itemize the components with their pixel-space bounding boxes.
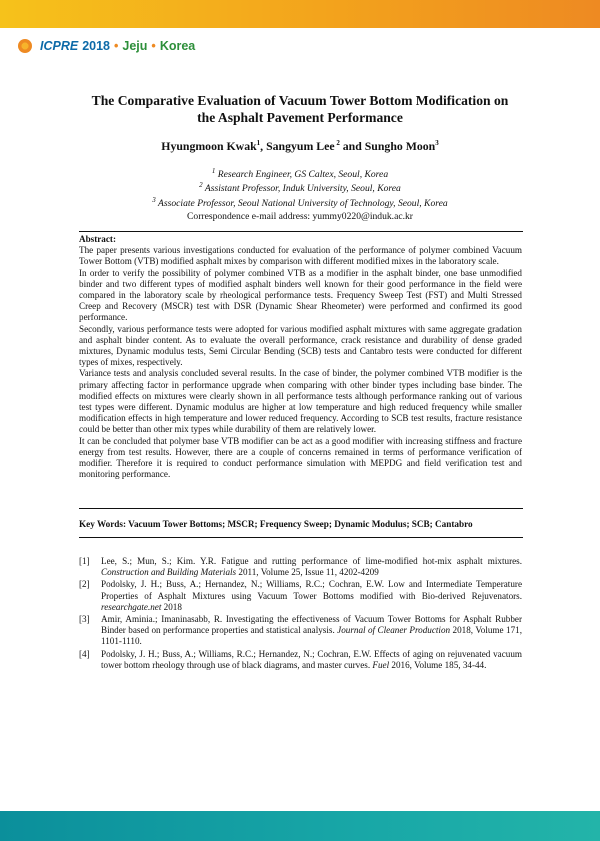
reference-item <box>79 614 522 648</box>
abstract-paragraph: In order to verify the possibility of polymer combined VTB as a modifier in the asphalt binder, one base unmodified binder and two different types of modified asphalt binders well known for their good performance in the field were compared in the laboratory scale by rheological performance tests. Frequency Sweep Test (FST) and Multi Stressed Creep and Recovery (MSCR) test with DSR (Dynamic Shear Rheometer) were performed and confirmed its good performance. <box>79 267 522 323</box>
author-list <box>40 139 560 154</box>
reference-number: [4] <box>79 648 90 659</box>
author-name: Hyungmoon Kwak <box>161 139 257 153</box>
abstract-paragraph: The paper presents various investigations conducted for evaluation of the performance of polymer combined Vacuum Tower Bottom (VTB) modified asphalt mixes by comparison with different modified mixes in the laboratory scale. <box>79 245 522 267</box>
keywords: Key Words: Vacuum Tower Bottoms; MSCR; Frequency Sweep; Dynamic Modulus; SCB; Cantabro <box>79 519 473 529</box>
divider <box>79 537 523 538</box>
affiliation-text: Research Engineer, GS Caltex, Seoul, Korea <box>215 169 389 181</box>
reference-number: [2] <box>79 579 90 590</box>
author-sup: 3 <box>435 139 439 148</box>
abstract-paragraph: Variance tests and analysis concluded several results. In the case of binder, the polymer combined VTB modifier is the primary affecting factor in performance upgrade when comparing with other binder types including base binder. The modified effects on mixtures were clearly shown in all performance tests although performance ranking out of various test types were different. Dynamic modulus are higher at low temperature and high reduced frequency while smaller modification effects in high temperature and lower reduced frequency. According to SCB test results, fracture resistance could be better than other mix types while durability of them are relatively lower. <box>79 368 522 435</box>
title-line: The Comparative Evaluation of Vacuum Tower Bottom Modification on <box>91 93 509 108</box>
reference-number: [3] <box>79 614 90 625</box>
reference-item <box>79 579 522 613</box>
ref-body: Podolsky, J. H.; Buss, A.; Williams, R.C.; Hernandez, N.; Cochran, E.W. Effects of aging on rejuvenated vacuum tower bottom rheology through use of black diagrams, and master curves. <box>101 648 522 670</box>
reference-item <box>79 556 522 578</box>
abstract-paragraph: Secondly, various performance tests were adopted for various modified asphalt mixtures with same aggregate gradation and asphalt binder content. As to evaluate the overall performance, crack resistance and durability of dense graded mixtures, Dynamic modulus tests, Semi Circular Bending (SCB) tests and Cantabro tests were conducted for different types of mixes, respectively. <box>79 323 522 368</box>
ref-source: researchgate.net <box>101 601 162 612</box>
reference-number: [1] <box>79 556 90 566</box>
affiliation <box>40 180 560 194</box>
affiliation <box>40 195 560 209</box>
abstract-heading: Abstract: <box>79 234 116 244</box>
affiliation-text: Associate Professor, Seoul National University of Technology, Seoul, Korea <box>155 198 448 210</box>
conference-city: Jeju <box>122 39 148 53</box>
conference-country: Korea <box>159 39 196 53</box>
header-separator: • <box>151 39 156 53</box>
ref-details: 2011, Volume 25, Issue 11, 4202-4209 <box>236 567 379 578</box>
author-sep: , <box>260 139 267 153</box>
ref-details: 2016, Volume 185, 34-44. <box>389 659 487 670</box>
reference-text <box>101 614 522 648</box>
abstract-paragraph: It can be concluded that polymer base VTB modifier can be act as a good modifier with increasing stiffness and fracture energy from test results. However, there are a couple of concerns remained in terms of performance verification of modifier. Therefore it is required to conduct performance simulation with MEPDG and field verification test and monitoring performance. <box>79 435 522 480</box>
ref-body: Amir, Aminia.; Imaninasabb, R. Investigating the effectiveness of Vacuum Tower Bottoms for Asphalt Rubber Binder based on performance properties and statistical analysis. <box>101 614 522 636</box>
ref-details: 2018, Volume 171, 1101-1110. <box>101 625 522 647</box>
correspondence-email: Correspondence e-mail address: yummy0220@induk.ac.kr <box>187 211 413 222</box>
author-sup: 2 <box>334 139 340 148</box>
header-separator: • <box>114 39 119 53</box>
reference-text <box>101 556 522 578</box>
ref-source: Construction and Building Materials <box>101 567 237 578</box>
author-name: Sangyum Lee <box>266 139 335 153</box>
conference-year: 2018 <box>82 39 111 53</box>
ref-body: Podolsky, J. H.; Buss, A.; Hernandez, N.; Williams, R.C.; Cochran, E.W. Low and Intermediate Temperature Properties of Asphalt Mixtures using Vacuum Tower Bottoms modified with Bio-derived Rejuvenators. <box>101 579 522 601</box>
reference-text <box>101 579 522 613</box>
references <box>79 556 522 672</box>
abstract <box>79 234 522 480</box>
title-line: the Asphalt Pavement Performance <box>197 110 403 125</box>
affiliation-sup: 2 <box>199 181 203 190</box>
author-name: Sungho Moon <box>364 139 436 153</box>
ref-source: Fuel <box>372 659 390 670</box>
ref-source: Journal of Cleaner Production <box>337 625 451 636</box>
affiliation-text: Assistant Professor, Induk University, Seoul, Korea <box>202 183 401 195</box>
bottom-banner <box>0 811 600 841</box>
affiliation <box>40 166 560 180</box>
conference-header <box>18 36 195 56</box>
paper-title <box>40 92 560 126</box>
reference-item <box>79 649 522 671</box>
flower-logo-icon <box>18 39 32 53</box>
author-sup: 1 <box>256 139 261 148</box>
divider <box>79 508 523 509</box>
affiliation-sup: 3 <box>152 195 156 204</box>
author-sep: and <box>339 139 365 153</box>
divider <box>79 231 523 232</box>
ref-details: 2018 <box>161 601 182 612</box>
ref-body: Lee, S.; Mun, S.; Kim. Y.R. Fatigue and rutting performance of lime-modified hot-mix asphalt mixtures. <box>101 556 522 566</box>
affiliation-sup: 1 <box>211 167 216 175</box>
reference-text <box>101 649 522 671</box>
conference-logo: ICPRE <box>40 39 79 53</box>
affiliations <box>40 166 560 209</box>
top-banner <box>0 0 600 28</box>
